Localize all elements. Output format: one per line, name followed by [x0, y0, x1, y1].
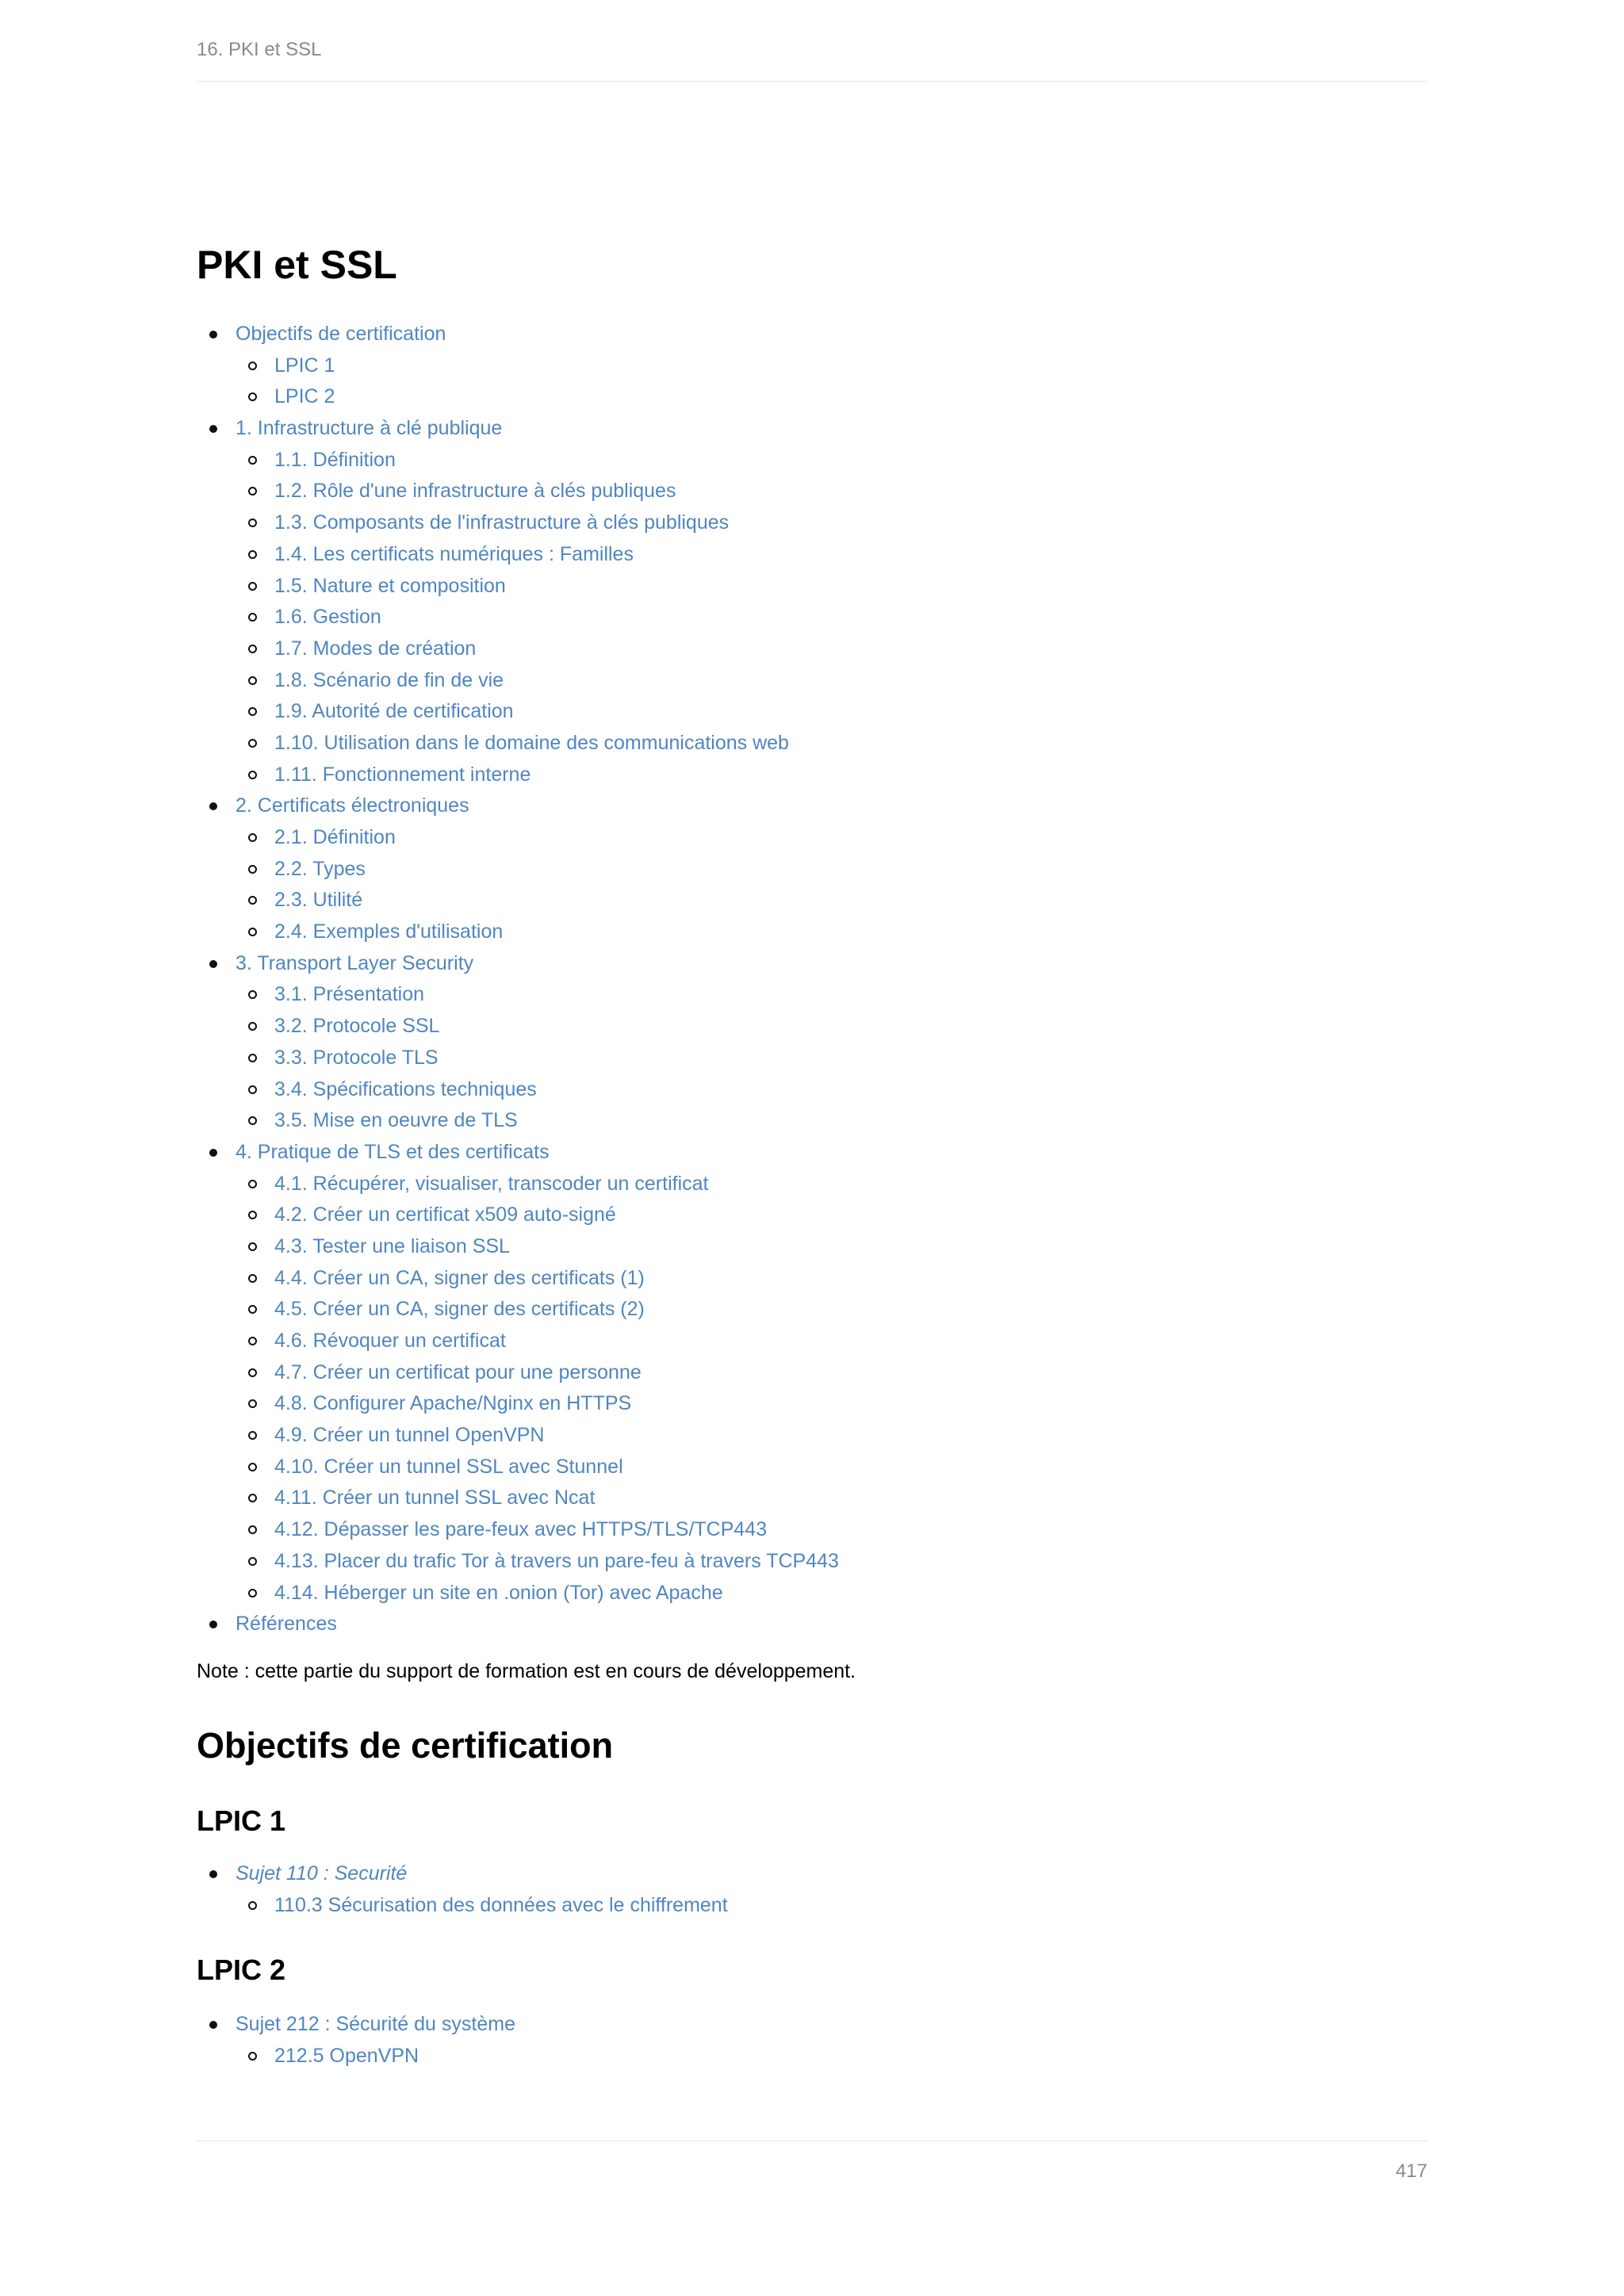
- circle-bullet: [248, 1399, 257, 1408]
- toc-sublink[interactable]: [197, 381, 1427, 413]
- circle-bullet: [248, 1337, 257, 1345]
- toc-sublink[interactable]: [197, 602, 1427, 633]
- toc-sublink-label: 1.8. Scénario de fin de vie: [274, 668, 504, 691]
- toc-sublink-label: 3.2. Protocole SSL: [274, 1015, 440, 1038]
- toc-sublink-label: 4.13. Placer du trafic Tor à travers un pare-feu à travers TCP443: [274, 1549, 839, 1572]
- toc-sublink-label: 4.8. Configurer Apache/Nginx en HTTPS: [274, 1392, 632, 1415]
- lpic1-item-label: 110.3 Sécurisation des données avec le chiffrement: [274, 1893, 728, 1916]
- lpic2-heading: LPIC 2: [197, 1954, 286, 1986]
- toc-sublink[interactable]: [197, 1105, 1427, 1137]
- circle-bullet: [248, 771, 257, 779]
- running-header: 16. PKI et SSL: [197, 38, 1427, 82]
- page-number: 417: [197, 2141, 1427, 2203]
- toc-sublink-label: 1.3. Composants de l'infrastructure à clés publiques: [274, 511, 730, 534]
- toc-sublink-label: 4.5. Créer un CA, signer des certificats (2): [274, 1298, 645, 1321]
- circle-bullet: [248, 487, 257, 496]
- toc-link-label: 4. Pratique de TLS et des certificats: [236, 1140, 550, 1163]
- toc-sublink-label: 1.10. Utilisation dans le domaine des communications web: [274, 731, 789, 754]
- toc-link-label: 2. Certificats électroniques: [236, 794, 469, 817]
- toc-sublink[interactable]: [197, 885, 1427, 916]
- circle-bullet: [248, 896, 257, 905]
- toc-sublink-label: 3.4. Spécifications techniques: [274, 1077, 537, 1100]
- disc-bullet: [209, 1870, 217, 1878]
- toc-sublink-label: 4.6. Révoquer un certificat: [274, 1330, 506, 1352]
- circle-bullet: [248, 1305, 257, 1314]
- toc-sublink-label: 4.7. Créer un certificat pour une personne: [274, 1360, 642, 1383]
- toc-sublink[interactable]: [197, 1578, 1427, 1609]
- toc-sublink-label: LPIC 1: [274, 354, 335, 377]
- circle-bullet: [248, 865, 257, 874]
- circle-bullet: [248, 1525, 257, 1534]
- toc-sublink-label: 1.6. Gestion: [274, 606, 381, 629]
- list-item: [197, 1858, 1427, 1890]
- toc-entry: [197, 413, 1427, 790]
- circle-bullet: [248, 519, 257, 527]
- lpic1-list: [197, 1858, 1427, 1921]
- toc-link[interactable]: [197, 790, 1427, 822]
- disc-bullet: [209, 802, 217, 810]
- circle-bullet: [248, 1589, 257, 1598]
- toc-sublink-label: 4.9. Créer un tunnel OpenVPN: [274, 1424, 545, 1447]
- toc-sublink-label: 1.9. Autorité de certification: [274, 700, 514, 723]
- toc-sublink-label: 3.3. Protocole TLS: [274, 1046, 439, 1069]
- toc-sublink-label: 4.2. Créer un certificat x509 auto-signé: [274, 1203, 616, 1226]
- toc-sublink-label: 4.14. Héberger un site en .onion (Tor) avec Apache: [274, 1581, 723, 1604]
- toc-sublink[interactable]: [197, 1074, 1427, 1106]
- objectives-heading: Objectifs de certification: [197, 1725, 614, 1766]
- toc-link[interactable]: [197, 1609, 1427, 1640]
- toc-sublink[interactable]: [197, 1326, 1427, 1357]
- toc-sublink[interactable]: [197, 979, 1427, 1011]
- lpic2-item-link[interactable]: [197, 2041, 1427, 2072]
- list-item: [197, 2041, 1427, 2072]
- toc-sublink[interactable]: [197, 350, 1427, 382]
- circle-bullet: [248, 1116, 257, 1125]
- circle-bullet: [248, 707, 257, 716]
- toc-sublink[interactable]: [197, 571, 1427, 603]
- circle-bullet: [248, 676, 257, 685]
- toc-sublink[interactable]: [197, 1011, 1427, 1043]
- toc-sublink[interactable]: [197, 1231, 1427, 1263]
- toc-sublink[interactable]: [197, 1043, 1427, 1074]
- toc-sublink-label: 1.1. Définition: [274, 448, 396, 471]
- toc-link-label: Références: [236, 1613, 337, 1636]
- circle-bullet: [248, 550, 257, 559]
- toc-sublink-label: 1.7. Modes de création: [274, 637, 477, 660]
- list-item: [197, 2009, 1427, 2041]
- toc-sublink[interactable]: [197, 1452, 1427, 1483]
- lpic2-topic-link[interactable]: [197, 2009, 1427, 2041]
- circle-bullet: [248, 1368, 257, 1377]
- circle-bullet: [248, 645, 257, 653]
- toc-sublink[interactable]: [197, 1388, 1427, 1420]
- toc-sublink[interactable]: [197, 665, 1427, 697]
- toc-sublink-label: 4.11. Créer un tunnel SSL avec Ncat: [274, 1487, 596, 1510]
- toc-sublink-label: 1.5. Nature et composition: [274, 574, 506, 597]
- toc-sublink-label: 4.3. Tester une liaison SSL: [274, 1234, 510, 1257]
- toc-sublink-label: 3.1. Présentation: [274, 983, 425, 1006]
- circle-bullet: [248, 362, 257, 370]
- toc-sublink-label: 4.4. Créer un CA, signer des certificats (1): [274, 1266, 645, 1289]
- circle-bullet: [248, 582, 257, 591]
- lpic1-topic-label: Sujet 110 : Securité: [236, 1862, 408, 1885]
- toc-sublink[interactable]: [197, 476, 1427, 507]
- disc-bullet: [209, 960, 217, 968]
- toc-sublink[interactable]: [197, 1420, 1427, 1452]
- circle-bullet: [248, 1022, 257, 1031]
- circle-bullet: [248, 1463, 257, 1471]
- toc-entry: [197, 1609, 1427, 1640]
- circle-bullet: [248, 990, 257, 999]
- toc-entry: [197, 1137, 1427, 1609]
- toc-sublink-label: 2.1. Définition: [274, 826, 396, 848]
- toc-sublink[interactable]: [197, 1357, 1427, 1389]
- disc-bullet: [209, 331, 217, 339]
- toc-sublink[interactable]: [197, 822, 1427, 854]
- lpic2-topic-label: Sujet 212 : Sécurité du système: [236, 2013, 515, 2035]
- toc-sublink[interactable]: [197, 1200, 1427, 1231]
- toc-link-label: 1. Infrastructure à clé publique: [236, 417, 503, 440]
- toc-sublink[interactable]: [197, 1546, 1427, 1578]
- toc-sublink-label: 1.2. Rôle d'une infrastructure à clés publiques: [274, 480, 676, 503]
- disc-bullet: [209, 1621, 217, 1628]
- toc-entry: [197, 319, 1427, 413]
- development-note: Note : cette partie du support de formation est en cours de développement.: [197, 1660, 856, 1682]
- toc-entry: [197, 790, 1427, 947]
- toc-sublink-label: 2.4. Exemples d'utilisation: [274, 920, 504, 943]
- toc-sublink[interactable]: [197, 1514, 1427, 1546]
- page-title: PKI et SSL: [197, 243, 397, 287]
- toc-sublink-label: 4.12. Dépasser les pare-feux avec HTTPS/TLS/TCP443: [274, 1518, 768, 1541]
- toc-sublink[interactable]: [197, 696, 1427, 728]
- toc-sublink[interactable]: [197, 1263, 1427, 1295]
- toc-sublink[interactable]: [197, 633, 1427, 665]
- toc-sublink[interactable]: [197, 854, 1427, 886]
- circle-bullet: [248, 613, 257, 622]
- table-of-contents: [197, 319, 1427, 1640]
- toc-sublink-label: 1.4. Les certificats numériques : Familles: [274, 542, 634, 565]
- circle-bullet: [248, 1431, 257, 1440]
- toc-sublink-label: 3.5. Mise en oeuvre de TLS: [274, 1109, 518, 1132]
- circle-bullet: [248, 1085, 257, 1094]
- toc-link[interactable]: [197, 319, 1427, 350]
- toc-sublink[interactable]: [197, 916, 1427, 948]
- disc-bullet: [209, 2021, 217, 2029]
- toc-sublink[interactable]: [197, 445, 1427, 476]
- disc-bullet: [209, 425, 217, 433]
- toc-sublink[interactable]: [197, 1294, 1427, 1326]
- circle-bullet: [248, 2052, 257, 2061]
- lpic1-heading: LPIC 1: [197, 1804, 286, 1837]
- circle-bullet: [248, 1242, 257, 1251]
- toc-sublink[interactable]: [197, 539, 1427, 571]
- lpic2-item-label: 212.5 OpenVPN: [274, 2044, 419, 2067]
- circle-bullet: [248, 1557, 257, 1566]
- circle-bullet: [248, 833, 257, 842]
- toc-link-label: Objectifs de certification: [236, 323, 446, 345]
- lpic1-topic-link[interactable]: [197, 1858, 1427, 1890]
- toc-sublink-label: 1.11. Fonctionnement interne: [274, 763, 531, 786]
- circle-bullet: [248, 1211, 257, 1219]
- toc-sublink-label: 2.2. Types: [274, 857, 366, 880]
- toc-sublink-label: 2.3. Utilité: [274, 889, 363, 912]
- toc-sublink-label: LPIC 2: [274, 385, 335, 408]
- toc-sublink-label: 4.1. Récupérer, visualiser, transcoder un certificat: [274, 1172, 709, 1195]
- circle-bullet: [248, 456, 257, 465]
- toc-entry: [197, 948, 1427, 1137]
- circle-bullet: [248, 1180, 257, 1188]
- toc-sublink[interactable]: [197, 760, 1427, 791]
- lpic1-item-link[interactable]: [197, 1890, 1427, 1922]
- toc-link-label: 3. Transport Layer Security: [236, 951, 474, 974]
- circle-bullet: [248, 739, 257, 748]
- toc-sublink-label: 4.10. Créer un tunnel SSL avec Stunnel: [274, 1455, 623, 1478]
- document-page: [197, 0, 1427, 2296]
- circle-bullet: [248, 1274, 257, 1283]
- list-item: [197, 1890, 1427, 1922]
- circle-bullet: [248, 392, 257, 401]
- circle-bullet: [248, 1054, 257, 1062]
- toc-link[interactable]: [197, 1137, 1427, 1169]
- toc-link[interactable]: [197, 413, 1427, 445]
- circle-bullet: [248, 1494, 257, 1502]
- toc-sublink[interactable]: [197, 728, 1427, 760]
- toc-sublink[interactable]: [197, 1483, 1427, 1514]
- lpic2-list: [197, 2009, 1427, 2072]
- toc-sublink[interactable]: [197, 507, 1427, 539]
- toc-link[interactable]: [197, 948, 1427, 980]
- disc-bullet: [209, 1149, 217, 1157]
- toc-sublink[interactable]: [197, 1169, 1427, 1200]
- circle-bullet: [248, 1901, 257, 1910]
- circle-bullet: [248, 928, 257, 936]
